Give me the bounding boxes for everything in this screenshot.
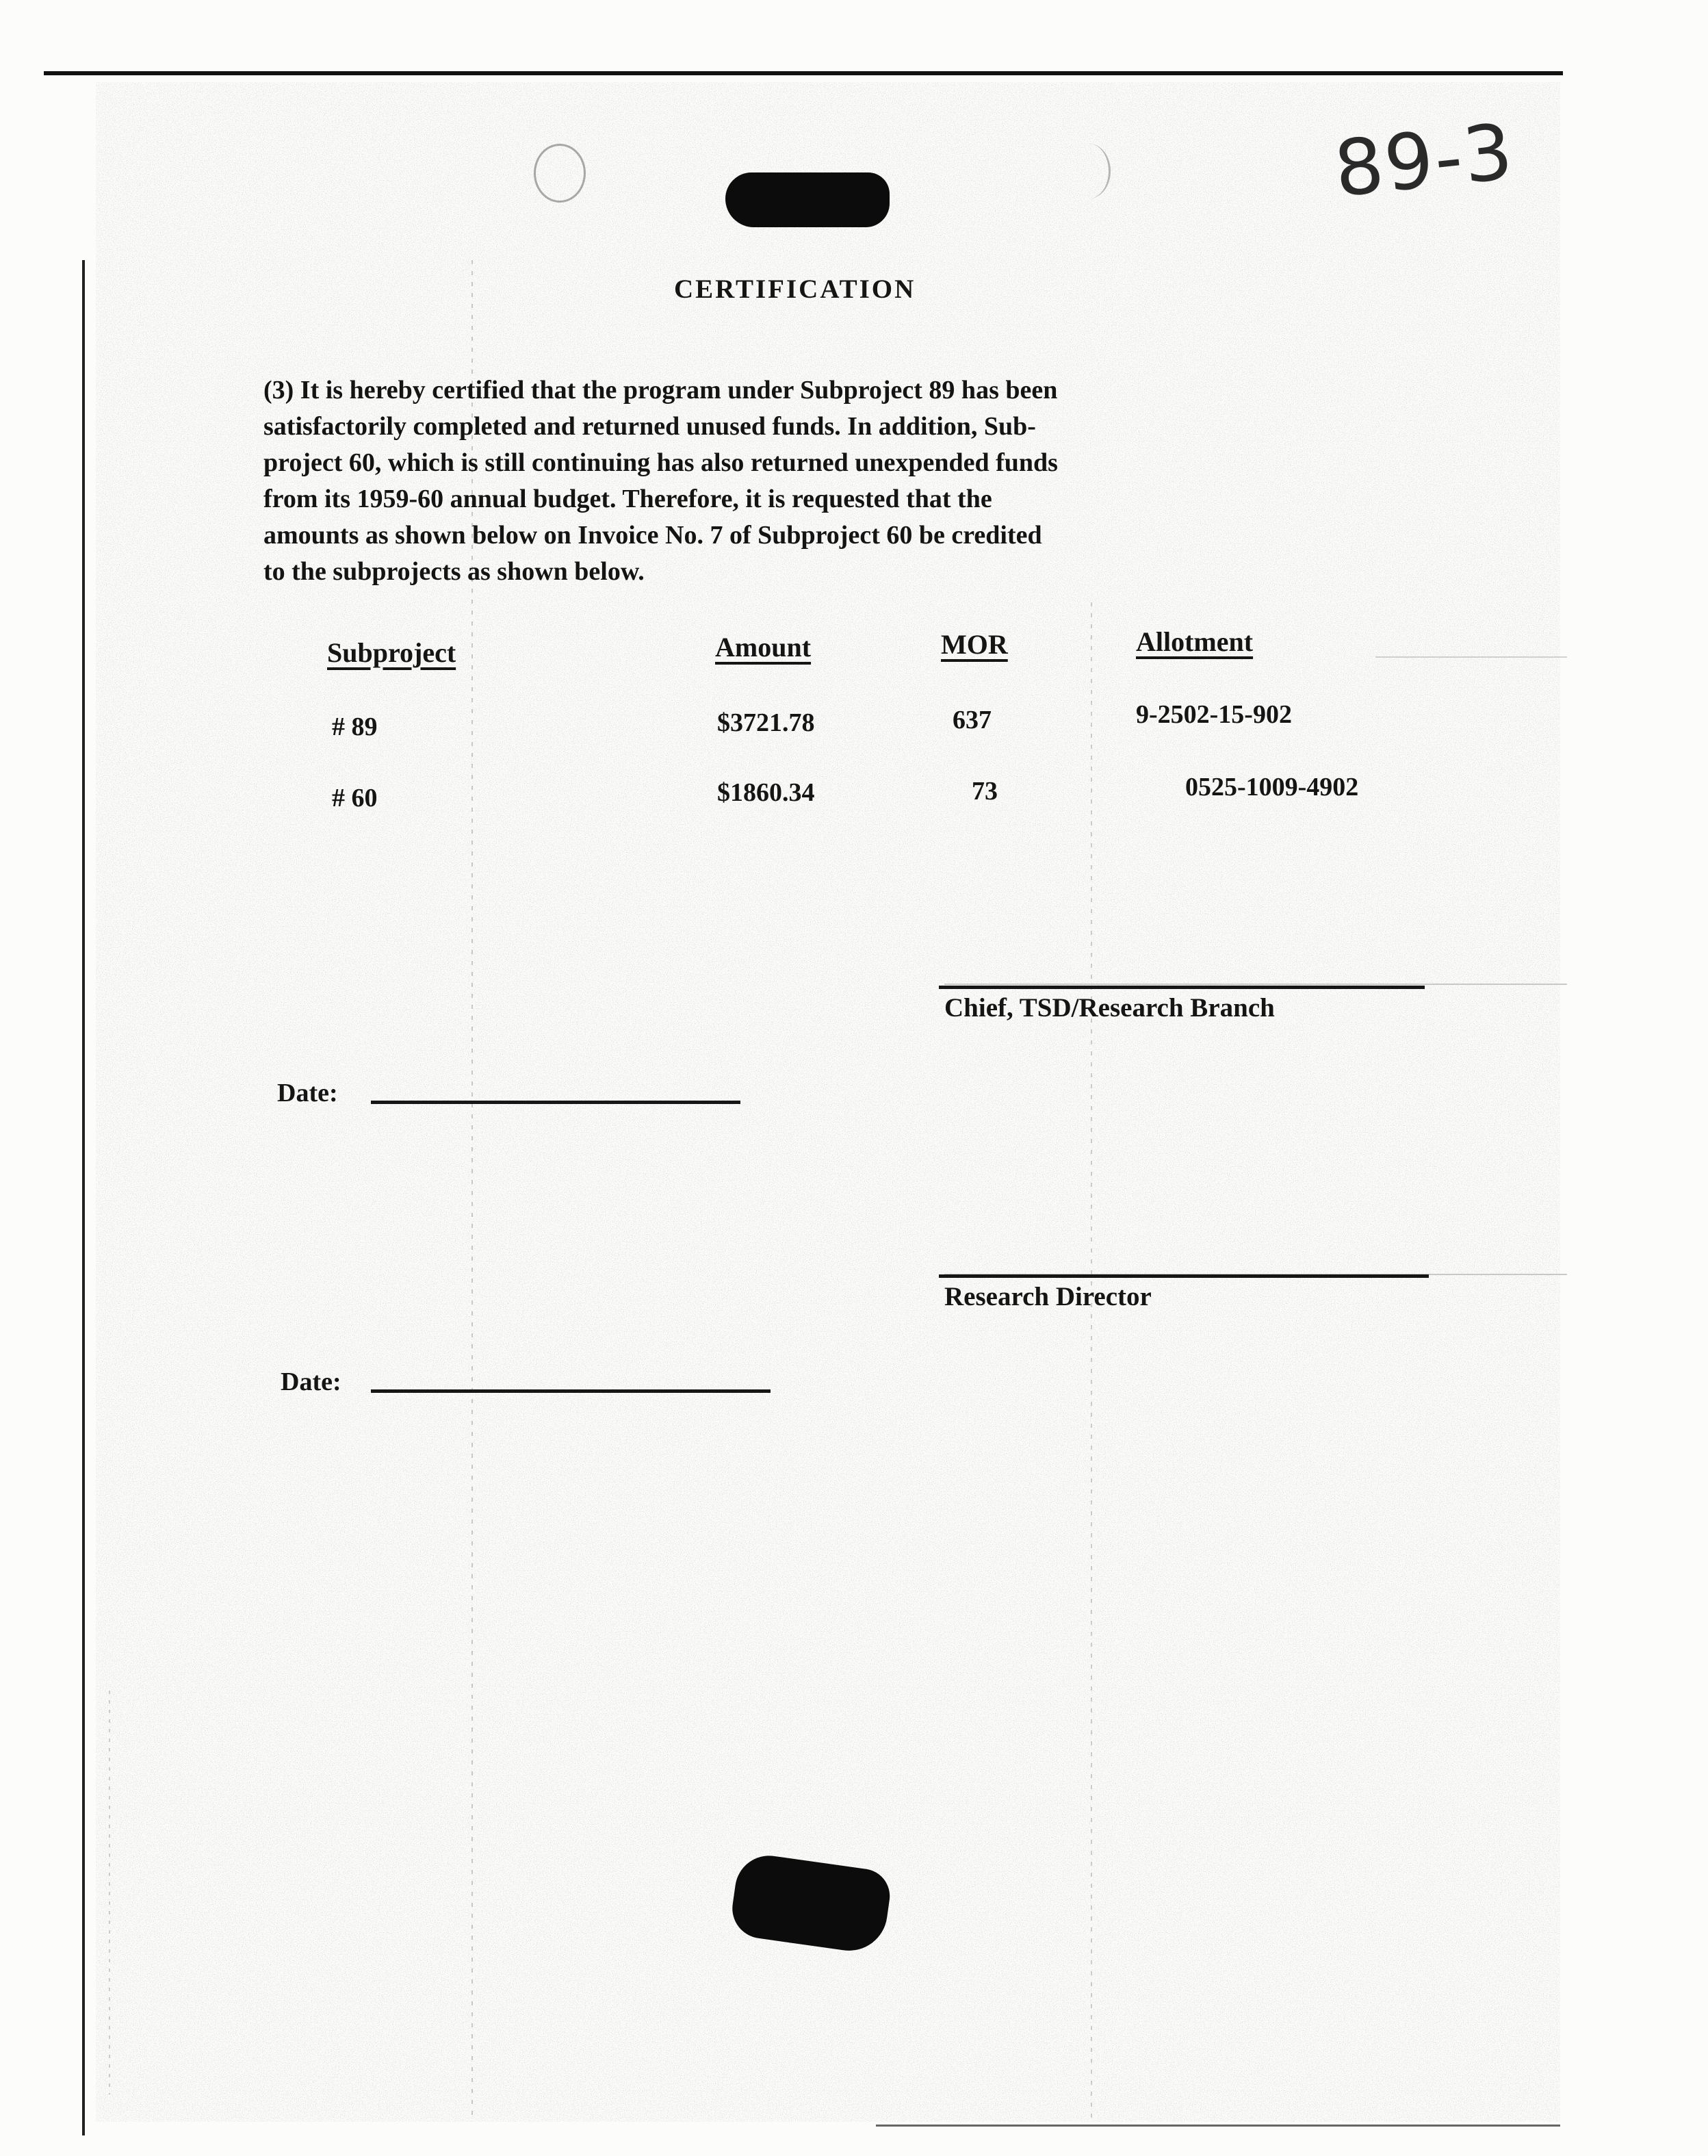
- redaction-bottom: [729, 1851, 894, 1955]
- row-2-allotment: 0525-1009-4902: [1185, 773, 1359, 801]
- amount-column-header: Amount: [715, 632, 812, 663]
- chief-signature-line: [939, 986, 1425, 989]
- paragraph-line: (3) It is hereby certified that the program under Subproject 89 has been: [263, 376, 1058, 405]
- row-1-mor: 637: [953, 706, 992, 734]
- row-2-subproject: # 60: [332, 784, 378, 812]
- bottom-rule: [876, 2125, 1560, 2127]
- punch-hole-mark: [534, 144, 586, 203]
- paragraph-line: from its 1959-60 annual budget. Therefore, it is requested that the: [263, 485, 992, 513]
- top-rule: [44, 71, 1563, 75]
- chief-title: Chief, TSD/Research Branch: [944, 993, 1275, 1023]
- paragraph-line: to the subprojects as shown below.: [263, 557, 645, 586]
- paragraph-line: amounts as shown below on Invoice No. 7 of Subproject 60 be credited: [263, 521, 1042, 550]
- certification-paragraph: [263, 372, 1399, 590]
- date-label-chief: Date:: [277, 1079, 338, 1107]
- handwritten-page-number: 89-3: [1330, 107, 1518, 215]
- date-line-director: [371, 1389, 771, 1393]
- mor-column-header: MOR: [941, 629, 1008, 660]
- allotment-column-header: Allotment: [1136, 626, 1254, 657]
- certification-heading: CERTIFICATION: [674, 274, 916, 304]
- director-title: Research Director: [944, 1282, 1152, 1311]
- date-label-director: Date:: [281, 1368, 341, 1396]
- redaction-top: [725, 172, 890, 227]
- paragraph-line: project 60, which is still continuing has also returned unexpended funds: [263, 448, 1058, 477]
- row-1-subproject: # 89: [332, 713, 378, 741]
- date-line-chief: [371, 1101, 740, 1104]
- paragraph-line: satisfactorily completed and returned unused funds. In addition, Sub-: [263, 412, 1036, 441]
- row-2-amount: $1860.34: [717, 778, 815, 807]
- left-margin-rule: [82, 260, 85, 2135]
- row-1-allotment: 9-2502-15-902: [1136, 700, 1292, 729]
- stray-mark: [1068, 144, 1111, 198]
- subproject-column-header: Subproject: [327, 637, 456, 668]
- row-1-amount: $3721.78: [717, 708, 815, 737]
- row-2-mor: 73: [972, 777, 998, 806]
- director-signature-line: [939, 1274, 1429, 1278]
